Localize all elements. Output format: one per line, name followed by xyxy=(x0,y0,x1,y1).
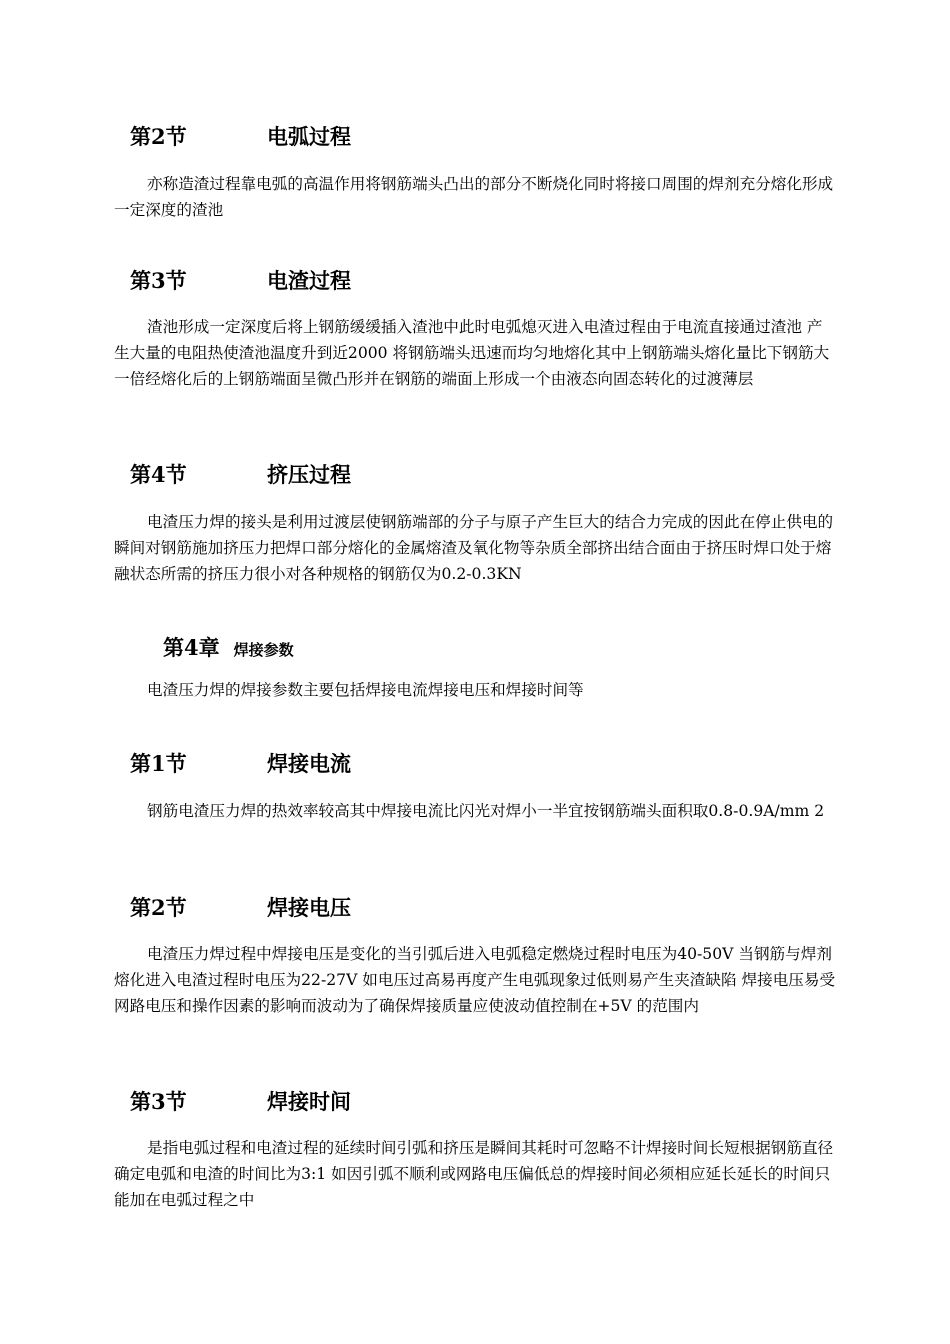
section-heading xyxy=(130,751,351,777)
section-title: 挤压过程 xyxy=(267,462,351,487)
chapter-number: 第4章 xyxy=(163,635,220,660)
section-paragraph: 是指电弧过程和电渣过程的延续时间引弧和挤压是瞬间其耗时可忽略不计焊接时间长短根据钢筋直径确定电弧和电渣的时间比为3:1 如因引弧不顺利或网路电压偏低总的焊接时间必须相应延长延长的时间只能加在电弧过程之中 xyxy=(114,1139,834,1209)
section-number: 第3节 xyxy=(130,268,187,293)
section-title: 电渣过程 xyxy=(267,268,351,293)
section-paragraph: 渣池形成一定深度后将上钢筋缓缓插入渣池中此时电弧熄灭进入电渣过程由于电流直接通过渣池 产生大量的电阻热使渣池温度升到近2000 将钢筋端头迅速而均匀地熔化其中上钢筋端头熔化量比下钢筋大一倍经熔化后的上钢筋端面呈微凸形并在钢筋的端面上形成一个由液态向固态转化的过渡薄层 xyxy=(114,318,830,388)
section-heading xyxy=(130,895,351,921)
section-number: 第4节 xyxy=(130,462,187,487)
chapter-paragraph: 电渣压力焊的焊接参数主要包括焊接电流焊接电压和焊接时间等 xyxy=(147,681,584,699)
section-title: 焊接电流 xyxy=(267,751,351,776)
section-number: 第2节 xyxy=(130,895,187,920)
section-paragraph: 亦称造渣过程靠电弧的高温作用将钢筋端头凸出的部分不断烧化同时将接口周围的焊剂充分熔化形成一定深度的渣池 xyxy=(114,175,834,219)
section-heading xyxy=(130,268,351,294)
section-number: 第3节 xyxy=(130,1089,187,1114)
section-number: 第1节 xyxy=(130,751,187,776)
section-paragraph: 电渣压力焊过程中焊接电压是变化的当引弧后进入电弧稳定燃烧过程时电压为40-50V 当钢筋与焊剂熔化进入电渣过程时电压为22-27V 如电压过高易再度产生电弧现象过低则易产生夹渣缺陷 焊接电压易受网路电压和操作因素的影响而波动为了确保焊接质量应使波动值控制在+5V 的范围内 xyxy=(114,945,836,1015)
section-number: 第2节 xyxy=(130,124,187,149)
chapter-title: 焊接参数 xyxy=(233,641,294,659)
chapter-heading xyxy=(163,632,294,662)
section-paragraph: 钢筋电渣压力焊的热效率较高其中焊接电流比闪光对焊小一半宜按钢筋端头面积取0.8-0.9A/mm 2 xyxy=(147,802,825,820)
section-paragraph: 电渣压力焊的接头是利用过渡层使钢筋端部的分子与原子产生巨大的结合力完成的因此在停止供电的瞬间对钢筋施加挤压力把焊口部分熔化的金属熔渣及氧化物等杂质全部挤出结合面由于挤压时焊口处于熔融状态所需的挤压力很小对各种规格的钢筋仅为0.2-0.3KN xyxy=(114,513,834,583)
section-title: 电弧过程 xyxy=(267,124,351,149)
section-heading xyxy=(130,1089,351,1115)
section-title: 焊接时间 xyxy=(267,1089,351,1114)
section-title: 焊接电压 xyxy=(267,895,351,920)
section-heading xyxy=(130,462,351,488)
section-heading xyxy=(130,124,351,150)
